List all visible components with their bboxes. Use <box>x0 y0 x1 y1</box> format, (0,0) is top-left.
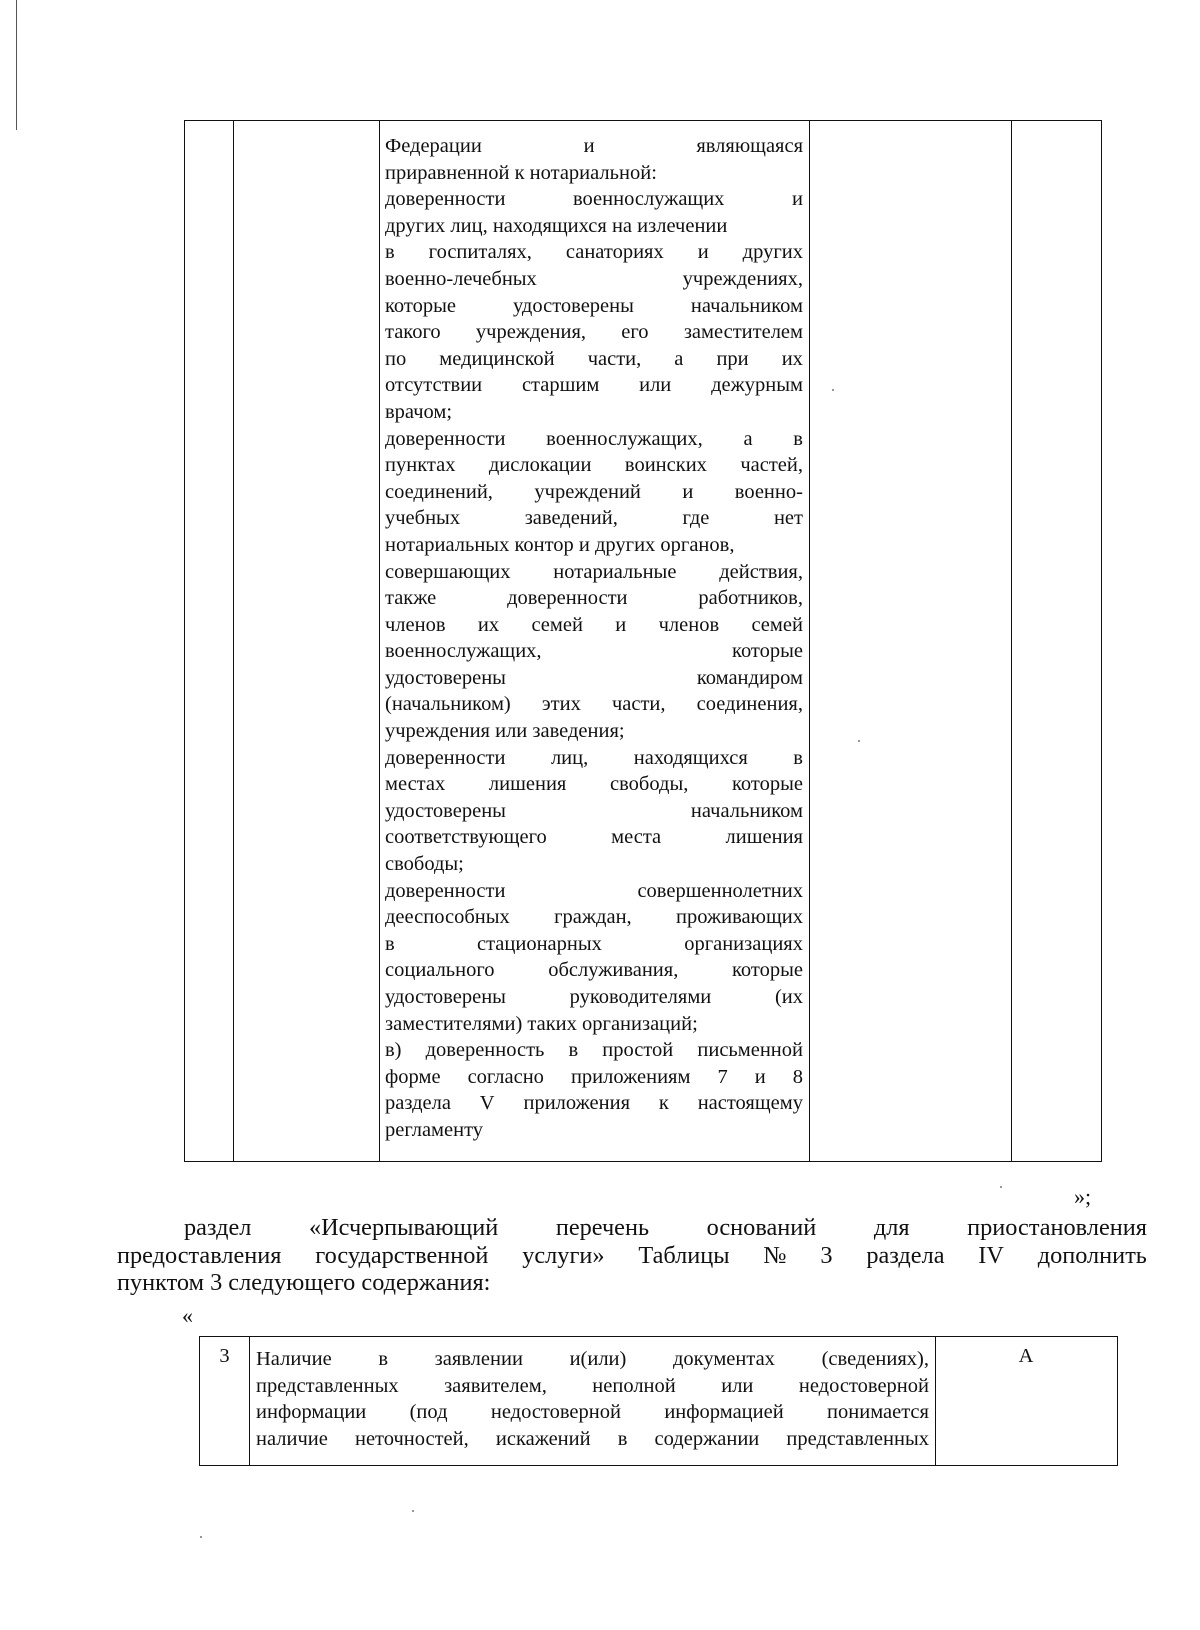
text-line: такого учреждения, его заместителем <box>385 321 803 344</box>
text-line: наличие неточностей, искажений в содержании представленных <box>256 1428 929 1451</box>
text-line: социального обслуживания, которые <box>385 959 803 982</box>
table-column-divider <box>379 121 380 1161</box>
text-line: также доверенности работников, <box>385 587 803 610</box>
text-line: удостоверены начальником <box>385 799 803 822</box>
row-number: 3 <box>219 1345 230 1367</box>
scan-speck <box>412 1510 414 1512</box>
text-line: по медицинской части, а при их <box>385 347 803 370</box>
text-line: доверенности лиц, находящихся в <box>385 746 803 769</box>
new-row-table <box>199 1336 1118 1466</box>
text-line: раздел «Исчерпывающий перечень оснований для приостановления <box>184 1214 1147 1241</box>
text-line: приравненной к нотариальной: <box>385 161 657 184</box>
closing-quote: »; <box>1074 1184 1092 1209</box>
row-code: А <box>1018 1345 1034 1367</box>
text-line: информации (под недостоверной информацией понимается <box>256 1401 929 1424</box>
scan-speck <box>200 1536 202 1538</box>
text-line: (начальником) этих части, соединения, <box>385 693 803 716</box>
text-line: военно-лечебных учреждениях, <box>385 267 803 290</box>
text-line: которые удостоверены начальником <box>385 294 803 317</box>
opening-quote: « <box>182 1303 193 1328</box>
text-line: доверенности совершеннолетних <box>385 879 803 902</box>
amendment-paragraph <box>117 1214 1147 1297</box>
text-line: других лиц, находящихся на излечении <box>385 214 728 237</box>
scan-speck <box>858 740 860 742</box>
text-line: в стационарных организациях <box>385 932 803 955</box>
text-line: дееспособных граждан, проживающих <box>385 906 803 929</box>
text-line: заместителями) таких организаций; <box>385 1012 698 1035</box>
table-column-divider <box>1011 121 1012 1161</box>
text-line: учреждения или заведения; <box>385 720 625 743</box>
text-line: членов их семей и членов семей <box>385 613 803 636</box>
table-column-divider <box>233 121 234 1161</box>
row-description <box>256 1346 929 1453</box>
text-line: совершающих нотариальные действия, <box>385 560 803 583</box>
text-line: пунктом 3 следующего содержания: <box>117 1269 491 1296</box>
text-line: пунктах дислокации воинских частей, <box>385 454 803 477</box>
scan-speck <box>832 389 834 391</box>
text-line: в госпиталях, санаториях и других <box>385 241 803 264</box>
text-line: раздела V приложения к настоящему <box>385 1092 803 1115</box>
scan-edge-line <box>16 0 17 130</box>
scan-speck <box>1000 1186 1002 1188</box>
text-line: учебных заведений, где нет <box>385 507 803 530</box>
text-line: свободы; <box>385 853 464 876</box>
table-column-divider <box>249 1337 250 1465</box>
text-line: Федерации и являющаяся <box>385 135 803 157</box>
continuation-table <box>184 120 1102 1162</box>
text-line: удостоверены командиром <box>385 666 803 689</box>
text-line: предоставления государственной услуги» Таблицы № 3 раздела IV дополнить <box>117 1241 1147 1269</box>
text-line: местах лишения свободы, которые <box>385 773 803 796</box>
table-column-divider <box>809 121 810 1161</box>
text-line: Наличие в заявлении и(или) документах (сведениях), <box>256 1348 929 1370</box>
text-line: доверенности военнослужащих и <box>385 188 803 211</box>
text-line: врачом; <box>385 400 453 423</box>
text-line: отсутствии старшим или дежурным <box>385 374 803 397</box>
text-line: соответствующего места лишения <box>385 826 803 849</box>
document-list-cell <box>385 133 803 1144</box>
text-line: регламенту <box>385 1118 484 1141</box>
text-line: удостоверены руководителями (их <box>385 986 803 1008</box>
text-line: форме согласно приложениям 7 и 8 <box>385 1065 803 1088</box>
text-line: доверенности военнослужащих, а в <box>385 427 803 450</box>
text-line: в) доверенность в простой письменной <box>385 1039 803 1062</box>
text-line: военнослужащих, которые <box>385 640 803 663</box>
text-line: представленных заявителем, неполной или недостоверной <box>256 1374 929 1397</box>
text-line: соединений, учреждений и военно- <box>385 480 803 503</box>
text-line: нотариальных контор и других органов, <box>385 533 735 556</box>
